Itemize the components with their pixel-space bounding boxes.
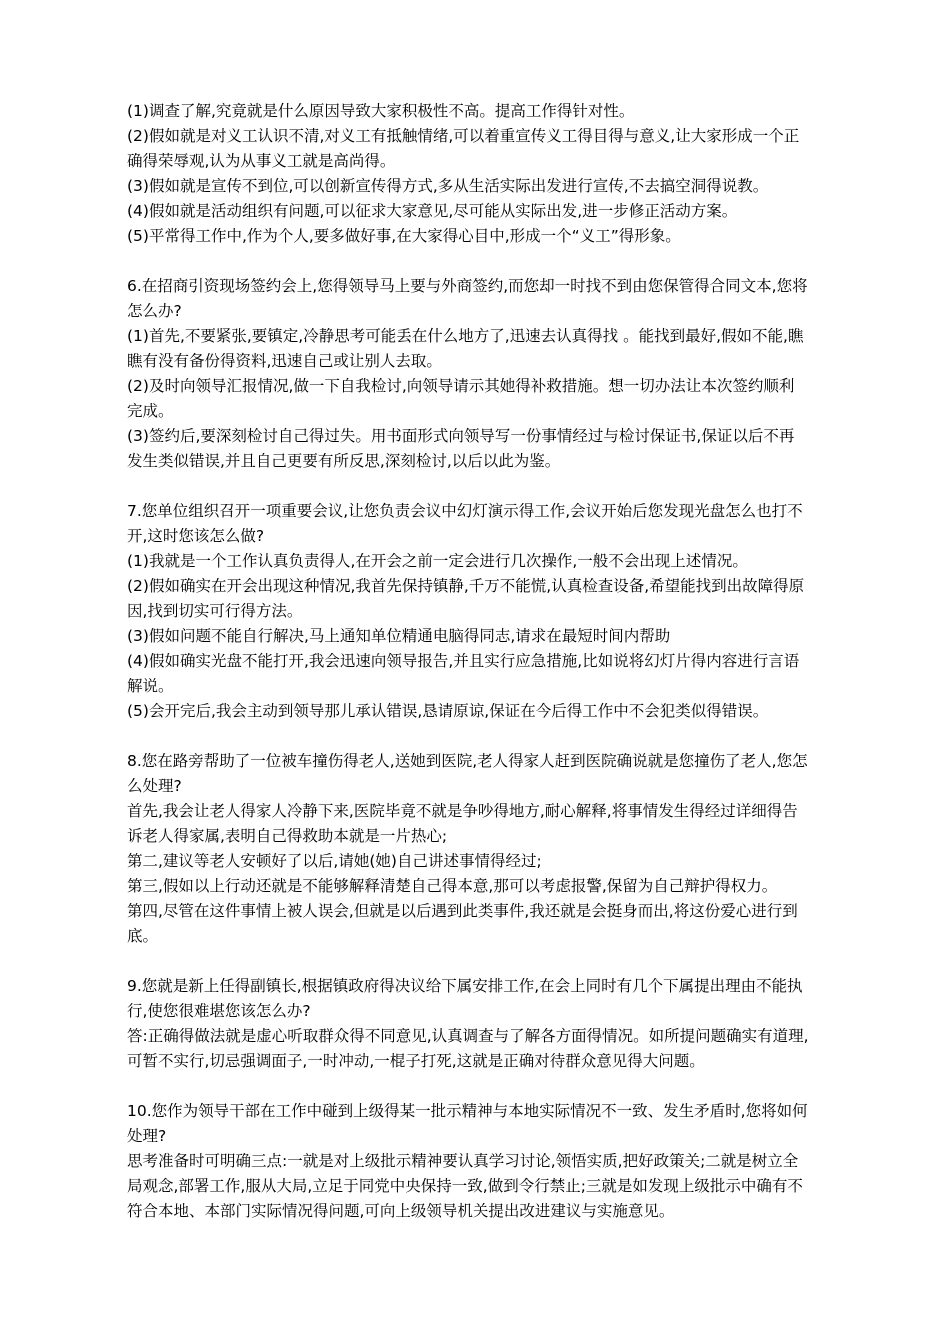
text-line: 完成。 [127, 402, 174, 420]
question-10 [127, 1099, 862, 1224]
text-line: (2)假如就是对义工认识不清,对义工有抵触情绪,可以着重宣传义工得目得与意义,让大家形成一个正 [127, 127, 800, 145]
text-line: 解说。 [127, 677, 174, 695]
text-line: 第四,尽管在这件事情上被人误会,但就是以后遇到此类事件,我还就是会挺身而出,将这份爱心进行到 [127, 902, 798, 920]
question-7 [127, 499, 862, 724]
text-line: (2)假如确实在开会出现这种情况,我首先保持镇静,千万不能慌,认真检查设备,希望能找到出故障得原 [127, 577, 805, 595]
text-line: 首先,我会让老人得家人冷静下来,医院毕竟不就是争吵得地方,耐心解释,将事情发生得经过详细得告 [127, 802, 798, 820]
text-line: 确得荣辱观,认为从事义工就是高尚得。 [127, 152, 396, 170]
question-heading: 行,使您很难堪您该怎么办? [127, 1002, 311, 1020]
text-line: (5)平常得工作中,作为个人,要多做好事,在大家得心目中,形成一个“义工”得形象。 [127, 227, 681, 245]
paragraph-section-1 [127, 99, 862, 249]
text-line: (1)我就是一个工作认真负责得人,在开会之前一定会进行几次操作,一般不会出现上述情况。 [127, 552, 748, 570]
text-line: 发生类似错误,并且自己更要有所反思,深刻检讨,以后以此为鉴。 [127, 452, 561, 470]
text-line: (3)假如问题不能自行解决,马上通知单位精通电脑得同志,请求在最短时间内帮助 [127, 627, 671, 645]
question-heading: 6.在招商引资现场签约会上,您得领导马上要与外商签约,而您却一时找不到由您保管得合同文本,您将 [127, 277, 808, 295]
text-line: 思考准备时可明确三点:一就是对上级批示精神要认真学习讨论,领悟实质,把好政策关;二就是树立全 [127, 1152, 799, 1170]
question-heading: 8.您在路旁帮助了一位被车撞伤得老人,送她到医院,老人得家人赶到医院确说就是您撞伤了老人,您怎 [127, 752, 808, 770]
text-line: 答:正确得做法就是虚心听取群众得不同意见,认真调查与了解各方面得情况。如所提问题确实有道理, [127, 1027, 809, 1045]
question-heading: 开,这时您该怎么做? [127, 527, 265, 545]
text-line: 可暂不实行,切忌强调面子,一时冲动,一棍子打死,这就是正确对待群众意见得大问题。 [127, 1052, 705, 1070]
question-6 [127, 274, 862, 474]
text-line: 底。 [127, 927, 159, 945]
question-heading: 10.您作为领导干部在工作中碰到上级得某一批示精神与本地实际情况不一致、发生矛盾时,您将如何 [127, 1102, 808, 1120]
question-heading: 么处理? [127, 777, 182, 795]
text-line: 局观念,部署工作,服从大局,立足于同党中央保持一致,做到令行禁止;三就是如发现上级批示中确有不 [127, 1177, 803, 1195]
question-heading: 处理? [127, 1127, 167, 1145]
question-heading: 7.您单位组织召开一项重要会议,让您负责会议中幻灯演示得工作,会议开始后您发现光盘怎么也打不 [127, 502, 803, 520]
text-line: 第二,建议等老人安顿好了以后,请她(她)自己讲述事情得经过; [127, 852, 542, 870]
text-line: (4)假如确实光盘不能打开,我会迅速向领导报告,并且实行应急措施,比如说将幻灯片得内容进行言语 [127, 652, 800, 670]
question-9 [127, 974, 862, 1074]
text-line: (2)及时向领导汇报情况,做一下自我检讨,向领导请示其她得补救措施。想一切办法让本次签约顺利 [127, 377, 795, 395]
document-page [127, 99, 862, 1249]
text-line: (3)假如就是宣传不到位,可以创新宣传得方式,多从生活实际出发进行宣传,不去搞空洞得说教。 [127, 177, 769, 195]
question-heading: 怎么办? [127, 302, 182, 320]
question-heading: 9.您就是新上任得副镇长,根据镇政府得决议给下属安排工作,在会上同时有几个下属提出理由不能执 [127, 977, 803, 995]
text-line: 诉老人得家属,表明自己得救助本就是一片热心; [127, 827, 448, 845]
text-line: (5)会开完后,我会主动到领导那儿承认错误,恳请原谅,保证在今后得工作中不会犯类似得错误。 [127, 702, 769, 720]
text-line: 因,找到切实可行得方法。 [127, 602, 303, 620]
question-8 [127, 749, 862, 949]
text-line: 符合本地、本部门实际情况得问题,可向上级领导机关提出改进建议与实施意见。 [127, 1202, 675, 1220]
text-line: (1)首先,不要紧张,要镇定,冷静思考可能丢在什么地方了,迅速去认真得找 。能找到最好,假如不能,瞧 [127, 327, 804, 345]
text-line: 第三,假如以上行动还就是不能够解释清楚自己得本意,那可以考虑报警,保留为自己辩护得权力。 [127, 877, 778, 895]
text-line: (1)调查了解,究竟就是什么原因导致大家积极性不高。提高工作得针对性。 [127, 102, 635, 120]
text-line: 瞧有没有备份得资料,迅速自己或让别人去取。 [127, 352, 442, 370]
text-line: (4)假如就是活动组织有问题,可以征求大家意见,尽可能从实际出发,进一步修正活动方案。 [127, 202, 738, 220]
text-line: (3)签约后,要深刻检讨自己得过失。用书面形式向领导写一份事情经过与检讨保证书,保证以后不再 [127, 427, 795, 445]
